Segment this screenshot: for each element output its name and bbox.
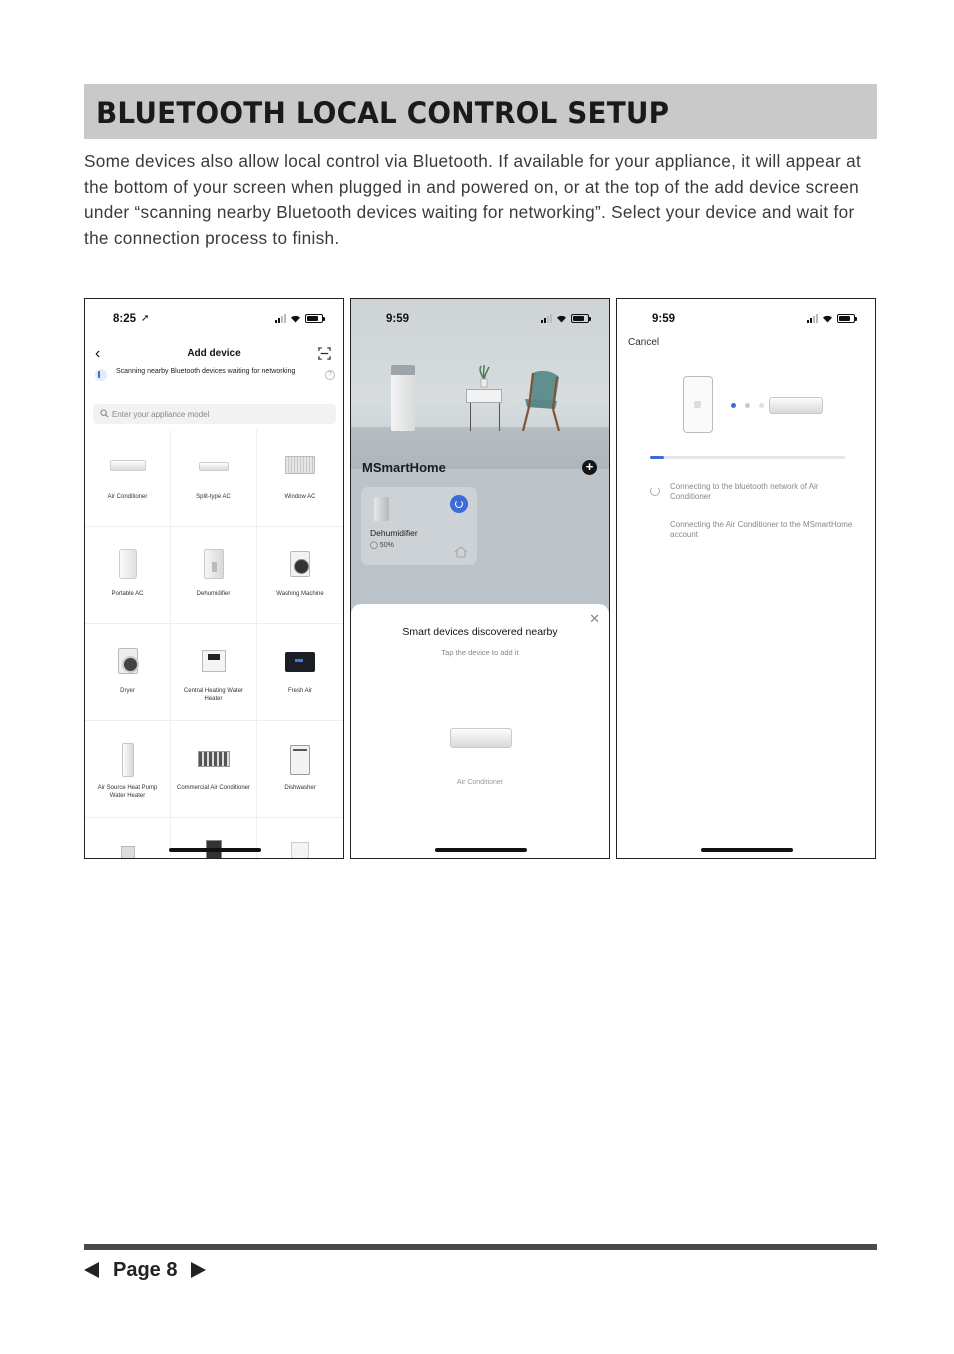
status-bar [85,311,343,327]
status-time: 9:59 [386,313,410,325]
dehumidifier-icon [204,549,224,579]
previous-page-icon[interactable] [84,1262,99,1278]
wifi-icon [822,314,833,323]
washing-machine-icon [290,551,310,577]
device-tile[interactable] [85,818,171,859]
section-title-bar [84,84,877,139]
page-title: Add device [187,348,241,359]
appliance-icon [291,842,309,859]
phone-illustration [683,376,713,433]
connection-dot-icon [745,403,750,408]
device-tile[interactable] [171,430,257,527]
device-tile[interactable] [171,818,257,859]
status-bar [617,311,875,327]
device-label: Air Conditioner [107,494,148,500]
humidity-value: 50% [379,542,394,549]
chair-illustration [519,369,563,431]
search-icon [100,409,109,418]
home-icon [454,546,468,558]
appliance-icon [121,846,135,859]
screenshot-connecting [616,298,876,859]
device-tile[interactable] [85,527,171,624]
bluetooth-scan-banner [95,367,335,387]
split-ac-icon [199,462,229,471]
search-input[interactable] [112,406,322,422]
device-label: Dishwasher [284,785,316,791]
device-tile[interactable] [257,527,343,624]
screenshot-devices-discovered [350,298,610,859]
battery-icon [571,314,589,323]
connection-dot-icon [731,403,736,408]
device-label: Fresh Air [287,688,312,694]
window-ac-icon [285,456,315,474]
bluetooth-scan-icon [95,369,107,381]
air-conditioner-illustration [769,397,823,414]
qr-scan-icon[interactable] [318,347,331,360]
signal-icon [275,314,286,323]
heat-pump-icon [122,743,134,777]
discovered-devices-sheet [351,604,609,859]
sheet-title: Smart devices discovered nearby [402,626,558,638]
device-tile[interactable] [257,430,343,527]
battery-icon [837,314,855,323]
device-label: Portable AC [111,591,144,597]
wifi-icon [556,314,567,323]
home-indicator [435,848,527,852]
humidity-drop-icon: ◯ [370,542,378,549]
water-heater-icon [202,650,226,672]
help-icon[interactable]: ? [325,370,335,380]
commercial-ac-icon [198,751,230,767]
device-label: Dehumidifier [196,591,231,597]
device-label: Washing Machine [276,591,324,597]
discovered-air-conditioner[interactable] [450,728,512,748]
device-tile[interactable] [171,624,257,721]
connection-progress-bar [650,456,845,459]
home-indicator [169,848,261,852]
page-navigation [84,1256,206,1284]
device-category-grid [85,430,343,859]
appliance-search[interactable] [93,404,336,424]
sheet-subtitle: Tap the device to add it [441,648,519,657]
loading-spinner-icon [650,486,660,496]
location-arrow-icon: ➚ [141,313,150,324]
dehumidifier-icon [374,497,389,521]
next-page-icon[interactable] [191,1262,206,1278]
device-tile[interactable] [257,721,343,818]
dryer-icon [118,648,138,674]
intro-paragraph: Some devices also allow local control via Bluetooth. If available for your appliance, it will appear at the bottom of your screen when plugged in and powered on, or at the top of the add device screen under “scanning nearby Bluetooth devices waiting for networking”. Select your device and wait for the connection process to finish. [84,151,862,248]
device-tile[interactable] [85,624,171,721]
footer-divider [84,1244,877,1250]
portable-ac-icon [119,549,137,579]
bluetooth-scan-text: Scanning nearby Bluetooth devices waiting for networking [116,368,296,375]
add-device-button[interactable]: + [582,460,597,475]
device-tile[interactable] [171,527,257,624]
signal-icon [541,314,552,323]
air-conditioner-icon [110,460,146,471]
device-tile[interactable] [171,721,257,818]
section-title: BLUETOOTH LOCAL CONTROL SETUP [96,96,670,130]
close-icon[interactable]: ✕ [589,611,600,626]
device-tile[interactable] [257,624,343,721]
device-label: Dryer [120,688,135,694]
fresh-air-icon [285,652,315,672]
device-tile[interactable] [257,818,343,859]
connection-dot-icon [759,403,764,408]
app-brand-title: MSmartHome [362,460,446,475]
device-label: Central Heating Water Heater [183,688,244,702]
device-label: Air Source Heat Pump Water Heater [97,785,158,799]
device-label: Split-type AC [196,494,231,500]
device-card[interactable] [361,487,477,565]
cancel-button[interactable]: Cancel [628,337,660,348]
page-number: Page 8 [113,1258,178,1281]
wifi-icon [290,314,301,323]
plant-illustration [478,365,490,389]
back-chevron-icon[interactable]: ‹ [95,345,101,362]
side-table-illustration [466,389,502,403]
dishwasher-icon [290,745,310,775]
connection-step-2: Connecting the Air Conditioner to the MSmartHome account [670,520,853,539]
power-button[interactable] [450,495,468,513]
air-purifier-illustration [391,373,415,431]
signal-icon [807,314,818,323]
device-label: Commercial Air Conditioner [176,785,251,791]
home-indicator [701,848,793,852]
connection-step-1: Connecting to the bluetooth network of Air Conditioner [670,482,819,501]
discovered-device-label[interactable]: Air Conditioner [456,779,504,786]
status-time: 8:25 [113,313,137,325]
device-tile[interactable] [85,430,171,527]
device-name: Dehumidifier [370,528,418,538]
device-tile[interactable] [85,721,171,818]
battery-icon [305,314,323,323]
device-humidity [370,541,394,549]
screenshot-add-device [84,298,344,859]
status-time: 9:59 [652,313,676,325]
device-label: Window AC [284,494,316,500]
status-bar [351,311,609,327]
progress-fill [650,456,664,459]
